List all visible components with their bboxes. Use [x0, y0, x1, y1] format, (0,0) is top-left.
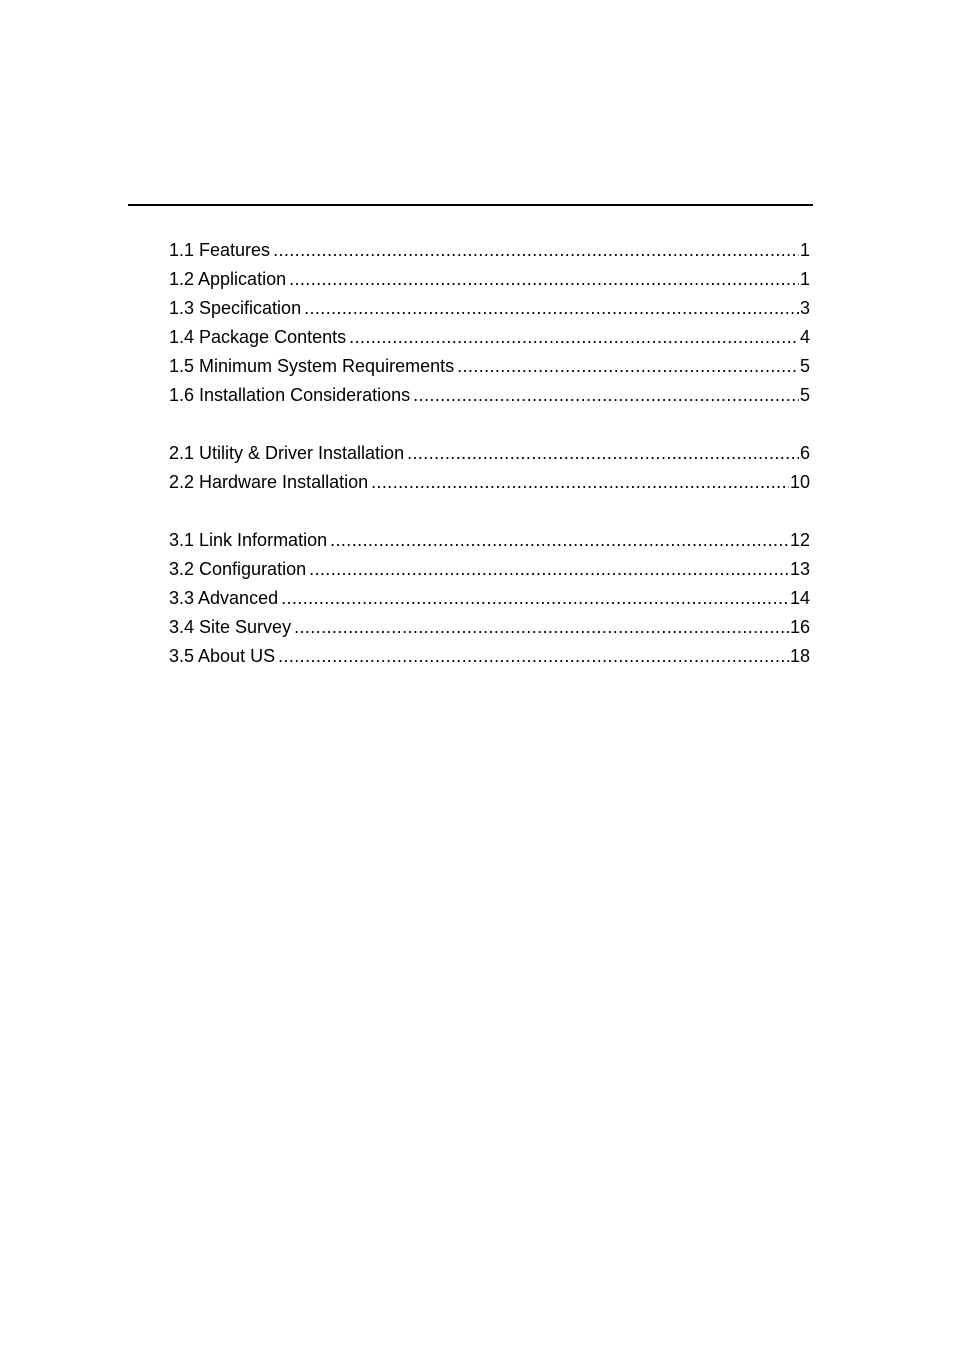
toc-entry-page: 18 — [789, 646, 810, 666]
toc-entry-page: 1 — [799, 269, 810, 289]
toc-entry-page: 16 — [789, 617, 810, 637]
toc-entry-title: 2.1 Utility & Driver Installation — [169, 443, 405, 463]
toc-entry-title: 1.1 Features — [169, 240, 271, 260]
toc-entry[interactable] — [169, 468, 810, 497]
toc-entry[interactable] — [169, 526, 810, 555]
toc-dot-leader — [273, 236, 799, 265]
toc-entry-title: 2.2 Hardware Installation — [169, 472, 369, 492]
toc-group-chapter-3 — [169, 526, 810, 671]
toc-entry[interactable] — [169, 642, 810, 671]
toc-dot-leader — [304, 294, 799, 323]
toc-dot-leader — [349, 323, 799, 352]
toc-entry[interactable] — [169, 439, 810, 468]
toc-entry-title: 3.5 About US — [169, 646, 276, 666]
toc-dot-leader — [407, 439, 799, 468]
toc-entry-page: 12 — [789, 530, 810, 550]
toc-dot-leader — [330, 526, 789, 555]
toc-entry-page: 14 — [789, 588, 810, 608]
toc-entry[interactable] — [169, 584, 810, 613]
toc-entry-title: 1.3 Specification — [169, 298, 302, 318]
toc-dot-leader — [278, 642, 789, 671]
toc-group-chapter-1 — [169, 236, 810, 410]
toc-entry[interactable] — [169, 381, 810, 410]
toc-entry-page: 5 — [799, 356, 810, 376]
toc-dot-leader — [309, 555, 789, 584]
toc-entry[interactable] — [169, 323, 810, 352]
toc-entry-page: 4 — [799, 327, 810, 347]
toc-entry-title: 1.5 Minimum System Requirements — [169, 356, 455, 376]
header-rule — [128, 204, 813, 206]
table-of-contents — [169, 236, 810, 671]
toc-entry-title: 1.4 Package Contents — [169, 327, 347, 347]
toc-entry[interactable] — [169, 555, 810, 584]
toc-entry[interactable] — [169, 265, 810, 294]
toc-entry-page: 10 — [789, 472, 810, 492]
toc-dot-leader — [457, 352, 799, 381]
toc-entry-page: 5 — [799, 385, 810, 405]
toc-entry-title: 3.2 Configuration — [169, 559, 307, 579]
toc-entry-page: 3 — [799, 298, 810, 318]
toc-entry-title: 3.4 Site Survey — [169, 617, 292, 637]
toc-entry[interactable] — [169, 236, 810, 265]
toc-entry[interactable] — [169, 613, 810, 642]
toc-entry[interactable] — [169, 294, 810, 323]
toc-dot-leader — [281, 584, 789, 613]
toc-entry-page: 1 — [799, 240, 810, 260]
toc-entry-page: 6 — [799, 443, 810, 463]
toc-entry-title: 1.2 Application — [169, 269, 287, 289]
toc-dot-leader — [294, 613, 789, 642]
toc-group-chapter-2 — [169, 439, 810, 497]
toc-entry-page: 13 — [789, 559, 810, 579]
toc-dot-leader — [413, 381, 799, 410]
toc-entry-title: 3.1 Link Information — [169, 530, 328, 550]
toc-dot-leader — [289, 265, 799, 294]
toc-entry[interactable] — [169, 352, 810, 381]
toc-dot-leader — [371, 468, 789, 497]
toc-entry-title: 3.3 Advanced — [169, 588, 279, 608]
toc-entry-title: 1.6 Installation Considerations — [169, 385, 411, 405]
